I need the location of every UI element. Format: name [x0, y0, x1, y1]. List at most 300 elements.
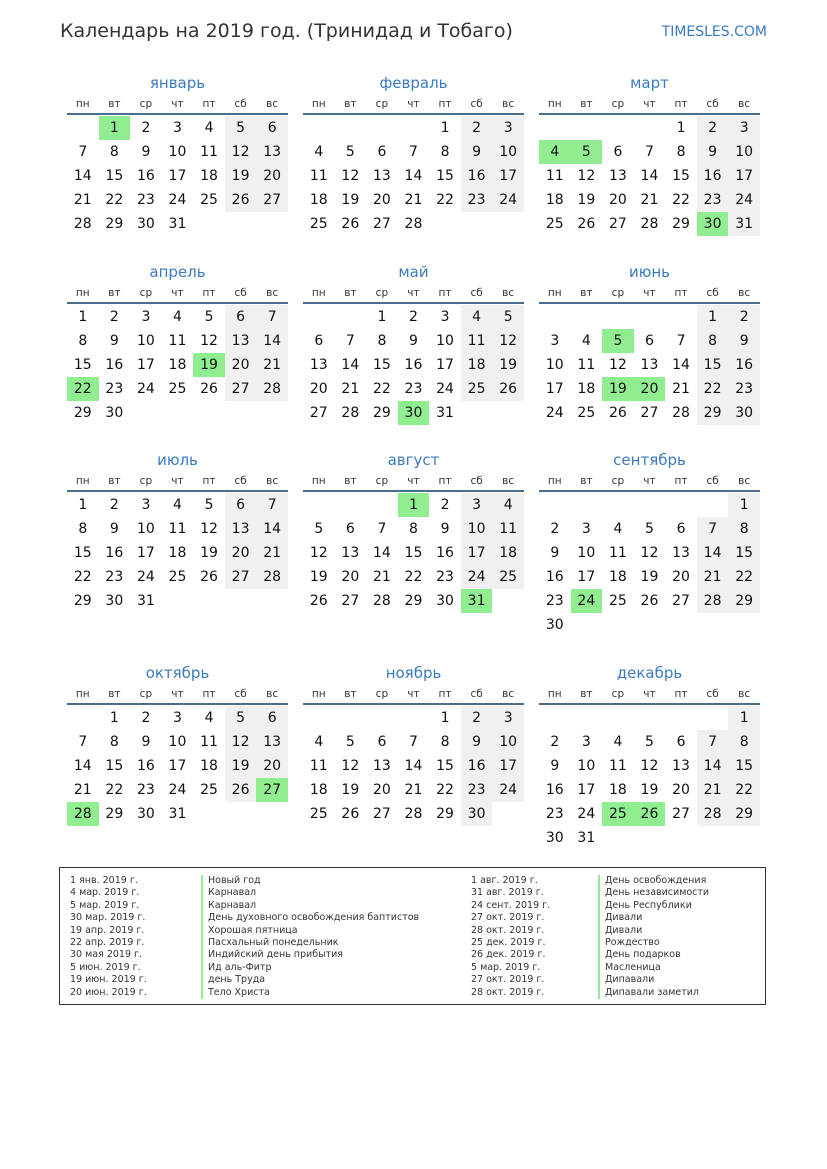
day-cell: 14 [256, 517, 288, 541]
week-row [539, 613, 760, 637]
empty-day-cell [303, 305, 335, 329]
week-row [303, 164, 524, 188]
day-cell: 4 [314, 144, 324, 160]
empty-day-cell [665, 706, 697, 730]
holiday-day-cell: 24 [571, 589, 603, 613]
day-cell: 4 [314, 734, 324, 750]
weekday-label: ср [611, 688, 625, 700]
day-cell: 19 [341, 782, 360, 798]
day-cell: 19 [577, 192, 596, 208]
day-cell: 5 [345, 144, 355, 160]
day-cell: 4 [173, 497, 182, 513]
day-cell: 22 [697, 377, 729, 401]
day-cell: 31 [168, 216, 187, 232]
week-row [539, 116, 760, 140]
day-cell: 5 [204, 497, 214, 513]
week-row [303, 377, 524, 401]
day-cell: 6 [314, 333, 324, 349]
day-cell: 26 [492, 377, 524, 401]
weekday-label: сб [470, 287, 483, 299]
day-cell: 15 [404, 545, 423, 561]
empty-day-cell [602, 826, 634, 850]
weekday-label: пт [438, 688, 452, 700]
weekday-label: чт [643, 98, 656, 110]
day-cell: 2 [697, 116, 729, 140]
week-row [67, 305, 288, 329]
empty-day-cell [256, 401, 288, 425]
weekday-header [303, 685, 524, 705]
holiday-date: 24 сент. 2019 г. [471, 899, 551, 911]
weekday-label: вт [580, 475, 593, 487]
empty-day-cell [492, 401, 524, 425]
day-cell: 15 [436, 758, 454, 774]
holiday-list [59, 867, 766, 1005]
day-cell: 8 [78, 521, 88, 537]
day-cell: 4 [204, 710, 214, 726]
day-cell: 8 [377, 333, 387, 349]
weekday-label: пт [202, 688, 216, 700]
day-cell: 3 [581, 734, 591, 750]
weekday-label: сб [470, 688, 483, 700]
day-cell: 5 [225, 706, 257, 730]
day-cell: 11 [309, 758, 328, 774]
empty-day-cell [303, 116, 335, 140]
day-cell: 30 [105, 593, 124, 609]
holiday-date: 30 мая 2019 г. [70, 949, 143, 961]
week-row [303, 116, 524, 140]
empty-day-cell [539, 706, 571, 730]
day-cell: 26 [309, 593, 328, 609]
day-cell: 6 [377, 734, 387, 750]
day-cell: 18 [577, 381, 596, 397]
weekday-header [303, 472, 524, 492]
empty-day-cell [366, 116, 398, 140]
month-block [67, 71, 288, 236]
day-cell: 20 [256, 164, 288, 188]
holiday-date: 1 янв. 2019 г. [70, 875, 138, 886]
day-cell: 23 [136, 192, 155, 208]
day-cell: 9 [109, 333, 119, 349]
day-cell: 12 [492, 329, 524, 353]
holiday-name: Рождество [598, 937, 709, 949]
day-cell: 10 [728, 140, 760, 164]
weekday-label: пн [75, 287, 90, 299]
day-cell: 8 [109, 144, 119, 160]
weekday-label: ср [375, 688, 389, 700]
day-cell: 21 [256, 541, 288, 565]
holiday-name: День независимости [598, 887, 709, 899]
empty-day-cell [728, 826, 760, 850]
day-cell: 11 [168, 333, 187, 349]
week-row [67, 353, 288, 377]
day-cell: 28 [372, 593, 391, 609]
day-cell: 25 [200, 782, 218, 798]
day-cell: 14 [341, 357, 360, 373]
day-cell: 29 [73, 593, 92, 609]
weekday-label: пн [75, 98, 90, 110]
day-cell: 6 [225, 493, 257, 517]
day-cell: 15 [372, 357, 391, 373]
weekday-label: пн [311, 98, 326, 110]
holiday-name: День духовного освобождения баптистов [201, 912, 419, 924]
day-cell: 15 [436, 168, 454, 184]
empty-day-cell [193, 401, 225, 425]
day-cell: 17 [492, 164, 524, 188]
day-cell: 30 [136, 216, 155, 232]
day-cell: 3 [173, 710, 182, 726]
day-cell: 26 [341, 806, 360, 822]
day-cell: 19 [200, 545, 218, 561]
day-cell: 29 [372, 405, 391, 421]
day-cell: 18 [200, 758, 218, 774]
month-name: июль [157, 451, 198, 469]
day-cell: 4 [581, 333, 591, 349]
day-cell: 7 [78, 734, 88, 750]
day-cell: 30 [136, 806, 155, 822]
weekday-label: вт [344, 287, 357, 299]
week-row [539, 541, 760, 565]
day-cell: 20 [309, 381, 328, 397]
day-cell: 10 [492, 140, 524, 164]
day-cell: 9 [141, 734, 151, 750]
day-cell: 13 [672, 758, 690, 774]
day-cell: 16 [105, 357, 124, 373]
week-row [67, 329, 288, 353]
day-cell: 7 [256, 305, 288, 329]
day-cell: 15 [728, 541, 760, 565]
day-cell: 7 [345, 333, 355, 349]
day-cell: 17 [728, 164, 760, 188]
day-cell: 25 [309, 216, 328, 232]
holiday-dates-left [70, 875, 147, 999]
day-cell: 27 [225, 377, 257, 401]
weekday-label: вс [266, 98, 279, 110]
day-cell: 14 [73, 168, 92, 184]
holiday-name: Дивали [598, 912, 709, 924]
day-cell: 19 [341, 192, 360, 208]
day-cell: 23 [461, 188, 493, 212]
holiday-name: День подарков [598, 949, 709, 961]
day-cell: 18 [168, 357, 187, 373]
holiday-date: 31 авг. 2019 г. [471, 887, 544, 899]
empty-day-cell [634, 493, 666, 517]
holiday-date: 22 апр. 2019 г. [70, 936, 145, 948]
day-cell: 7 [409, 144, 418, 160]
month-block [539, 260, 760, 425]
week-row [303, 140, 524, 164]
day-cell: 2 [461, 706, 493, 730]
site-link[interactable]: TIMESLES.COM [661, 24, 767, 40]
day-cell: 23 [105, 569, 124, 585]
day-cell: 26 [577, 216, 596, 232]
day-cell: 20 [256, 754, 288, 778]
weekday-header [67, 95, 288, 115]
weekday-label: сб [470, 475, 483, 487]
day-cell: 20 [608, 192, 627, 208]
holiday-names-left [201, 875, 419, 999]
weekday-label: пт [674, 98, 688, 110]
day-cell: 17 [168, 168, 187, 184]
weekday-header [303, 95, 524, 115]
day-cell: 13 [372, 168, 391, 184]
weekday-label: ср [375, 98, 389, 110]
day-cell: 2 [141, 710, 151, 726]
day-cell: 22 [672, 192, 690, 208]
day-cell: 20 [372, 782, 391, 798]
weekday-label: пн [547, 475, 562, 487]
day-cell: 29 [697, 401, 729, 425]
day-cell: 17 [168, 758, 187, 774]
week-row [539, 754, 760, 778]
weekday-label: сб [470, 98, 483, 110]
day-cell: 23 [461, 778, 493, 802]
weekday-label: чт [407, 287, 420, 299]
day-cell: 27 [372, 806, 391, 822]
day-cell: 8 [78, 333, 88, 349]
empty-day-cell [634, 613, 666, 637]
day-cell: 5 [314, 521, 324, 537]
day-cell: 11 [608, 758, 627, 774]
day-cell: 12 [341, 168, 360, 184]
day-cell: 23 [105, 381, 124, 397]
day-cell: 31 [728, 212, 760, 236]
day-cell: 17 [136, 545, 155, 561]
day-cell: 8 [440, 734, 450, 750]
day-cell: 2 [109, 497, 119, 513]
week-row [539, 802, 760, 826]
weekday-header [67, 284, 288, 304]
empty-day-cell [225, 401, 257, 425]
day-cell: 26 [608, 405, 627, 421]
day-cell: 4 [613, 734, 623, 750]
week-row [67, 116, 288, 140]
empty-day-cell [602, 613, 634, 637]
week-row [303, 353, 524, 377]
day-cell: 18 [200, 168, 218, 184]
weekday-label: вт [344, 475, 357, 487]
weekday-label: пт [438, 98, 452, 110]
day-cell: 27 [309, 405, 328, 421]
empty-day-cell [697, 493, 729, 517]
weekday-label: ср [139, 475, 153, 487]
day-cell: 27 [672, 593, 690, 609]
weekday-label: ср [611, 287, 625, 299]
day-cell: 13 [672, 545, 690, 561]
day-cell: 7 [78, 144, 88, 160]
day-cell: 24 [577, 806, 596, 822]
empty-day-cell [67, 116, 99, 140]
weekday-label: ср [375, 287, 389, 299]
day-cell: 21 [404, 192, 423, 208]
day-cell: 15 [105, 758, 124, 774]
day-cell: 1 [440, 710, 450, 726]
week-row [303, 493, 524, 517]
week-row [303, 778, 524, 802]
empty-day-cell [225, 589, 257, 613]
empty-day-cell [335, 493, 367, 517]
day-cell: 28 [256, 377, 288, 401]
holiday-day-cell: 31 [461, 589, 493, 613]
day-cell: 19 [640, 782, 659, 798]
empty-day-cell [665, 613, 697, 637]
day-cell: 29 [436, 806, 454, 822]
day-cell: 7 [645, 144, 654, 160]
day-cell: 7 [409, 734, 418, 750]
day-cell: 16 [136, 168, 155, 184]
weekday-label: чт [171, 688, 184, 700]
week-row [67, 212, 288, 236]
day-cell: 23 [136, 782, 155, 798]
day-cell: 18 [309, 782, 328, 798]
weekday-label: чт [407, 688, 420, 700]
weekday-label: чт [643, 287, 656, 299]
day-cell: 9 [461, 140, 493, 164]
day-cell: 16 [404, 357, 423, 373]
month-block [539, 448, 760, 637]
day-cell: 21 [640, 192, 659, 208]
month-name: апрель [149, 263, 206, 281]
day-cell: 31 [136, 593, 155, 609]
day-cell: 9 [550, 545, 560, 561]
day-cell: 5 [492, 305, 524, 329]
day-cell: 28 [697, 802, 729, 826]
holiday-name: Карнавал [201, 887, 419, 899]
day-cell: 15 [73, 545, 92, 561]
empty-day-cell [429, 212, 461, 236]
holiday-day-cell: 22 [67, 377, 99, 401]
day-cell: 30 [545, 830, 564, 846]
day-cell: 13 [225, 517, 257, 541]
day-cell: 29 [105, 216, 124, 232]
weekday-label: чт [407, 475, 420, 487]
day-cell: 1 [676, 120, 686, 136]
day-cell: 10 [461, 517, 493, 541]
day-cell: 24 [728, 188, 760, 212]
day-cell: 14 [697, 541, 729, 565]
day-cell: 29 [672, 216, 690, 232]
week-row [539, 778, 760, 802]
day-cell: 4 [461, 305, 493, 329]
day-cell: 13 [256, 140, 288, 164]
day-cell: 11 [200, 734, 218, 750]
weekday-label: вс [502, 98, 515, 110]
day-cell: 25 [461, 377, 493, 401]
holiday-name: Дипавали [598, 974, 709, 986]
weekday-label: пн [311, 688, 326, 700]
weekday-label: пт [202, 475, 216, 487]
empty-day-cell [634, 116, 666, 140]
week-row [303, 706, 524, 730]
weekday-label: чт [171, 98, 184, 110]
day-cell: 22 [73, 569, 92, 585]
month-block [67, 661, 288, 826]
week-row [67, 401, 288, 425]
empty-day-cell [193, 589, 225, 613]
day-cell: 3 [440, 309, 450, 325]
day-cell: 28 [341, 405, 360, 421]
day-cell: 31 [577, 830, 596, 846]
day-cell: 27 [341, 593, 360, 609]
day-cell: 21 [73, 782, 92, 798]
holiday-date: 19 апр. 2019 г. [70, 924, 145, 936]
empty-day-cell [67, 706, 99, 730]
day-cell: 13 [256, 730, 288, 754]
weekday-label: пн [311, 287, 326, 299]
month-name: март [630, 74, 669, 92]
day-cell: 19 [225, 754, 257, 778]
empty-day-cell [461, 401, 493, 425]
day-cell: 17 [136, 357, 155, 373]
day-cell: 9 [697, 140, 729, 164]
day-cell: 16 [136, 758, 155, 774]
week-row [539, 140, 760, 164]
day-cell: 19 [309, 569, 328, 585]
empty-day-cell [571, 116, 603, 140]
day-cell: 6 [256, 706, 288, 730]
holiday-name: Карнавал [201, 900, 419, 912]
weekday-label: сб [706, 475, 719, 487]
empty-day-cell [398, 116, 430, 140]
day-cell: 29 [404, 593, 423, 609]
day-cell: 27 [608, 216, 627, 232]
day-cell: 21 [697, 778, 729, 802]
week-row [539, 305, 760, 329]
empty-day-cell [256, 802, 288, 826]
holiday-day-cell: 28 [67, 802, 99, 826]
empty-day-cell [571, 706, 603, 730]
empty-day-cell [303, 706, 335, 730]
day-cell: 29 [73, 405, 92, 421]
weekday-label: пт [674, 688, 688, 700]
day-cell: 28 [256, 565, 288, 589]
day-cell: 5 [225, 116, 257, 140]
day-cell: 6 [225, 305, 257, 329]
holiday-date: 25 дек. 2019 г. [471, 936, 546, 948]
day-cell: 21 [404, 782, 423, 798]
week-row [303, 754, 524, 778]
day-cell: 20 [225, 541, 257, 565]
empty-day-cell [492, 589, 524, 613]
day-cell: 19 [225, 164, 257, 188]
empty-day-cell [335, 116, 367, 140]
weekday-label: вт [580, 287, 593, 299]
weekday-label: вт [580, 688, 593, 700]
empty-day-cell [539, 305, 571, 329]
day-cell: 3 [461, 493, 493, 517]
day-cell: 7 [377, 521, 387, 537]
holiday-day-cell: 19 [193, 353, 225, 377]
day-cell: 27 [672, 806, 690, 822]
weekday-header [67, 685, 288, 705]
day-cell: 18 [545, 192, 564, 208]
week-row [539, 730, 760, 754]
day-cell: 2 [461, 116, 493, 140]
holiday-day-cell: 19 [602, 377, 634, 401]
day-cell: 1 [78, 309, 88, 325]
empty-day-cell [225, 802, 257, 826]
day-cell: 25 [608, 593, 627, 609]
weekday-label: вс [738, 98, 751, 110]
weekday-label: вт [580, 98, 593, 110]
day-cell: 27 [640, 405, 659, 421]
day-cell: 14 [73, 758, 92, 774]
day-cell: 9 [728, 329, 760, 353]
empty-day-cell [461, 212, 493, 236]
day-cell: 31 [168, 806, 187, 822]
day-cell: 24 [545, 405, 564, 421]
day-cell: 22 [436, 782, 454, 798]
holiday-date: 19 июн. 2019 г. [70, 974, 147, 986]
